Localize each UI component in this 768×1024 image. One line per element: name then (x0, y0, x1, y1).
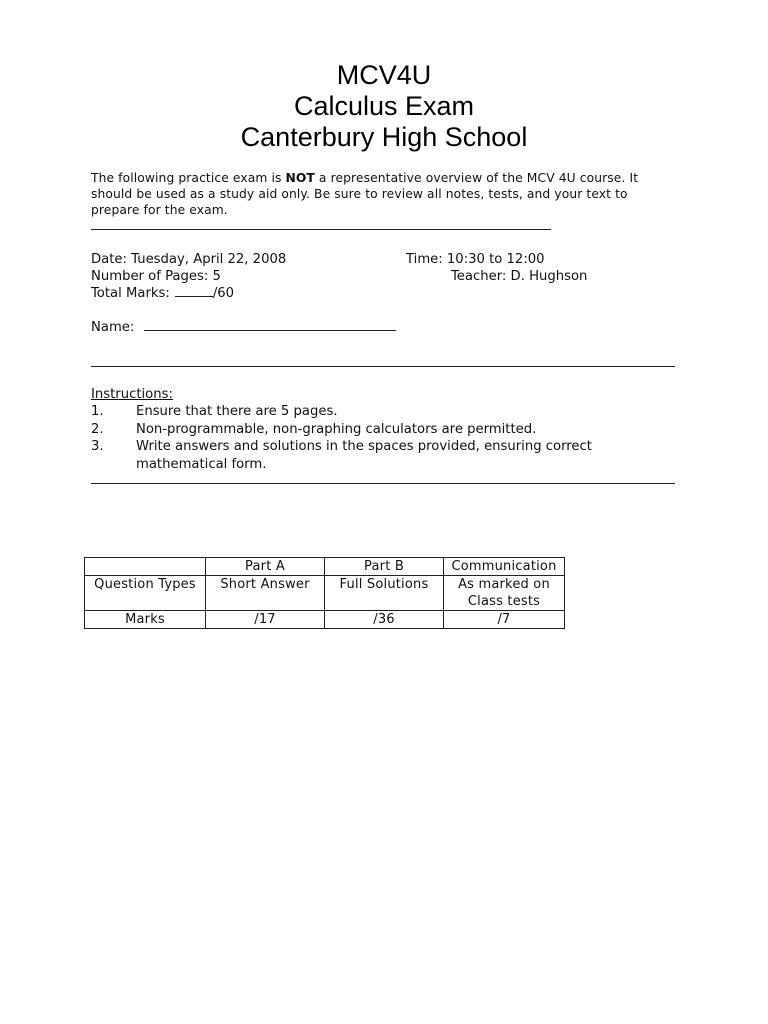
name-label: Name: (91, 320, 135, 335)
table-header-cell: Part B (325, 558, 444, 576)
table-header-cell (85, 558, 206, 576)
total-marks-blank[interactable] (175, 285, 213, 297)
instruction-text: Ensure that there are 5 pages. (136, 404, 338, 419)
total-marks-value: /60 (212, 286, 235, 301)
total-marks-label: Total Marks: (91, 286, 170, 301)
intro-text-start: The following practice exam is (91, 171, 286, 185)
marks-summary-table (84, 557, 565, 629)
instruction-item (91, 421, 651, 439)
intro-paragraph (91, 170, 666, 218)
exam-name: Calculus Exam (293, 91, 475, 121)
table-header-cell: Communication (444, 558, 565, 576)
instructions-heading: Instructions: (91, 387, 173, 402)
instruction-item (91, 403, 651, 421)
table-cell: /17 (206, 611, 325, 629)
table-cell: /36 (325, 611, 444, 629)
divider-full-top (91, 366, 675, 367)
instructions-list (91, 403, 651, 473)
divider-short (91, 229, 551, 230)
table-row (85, 611, 565, 629)
table-header-cell: Part A (206, 558, 325, 576)
instruction-text: Write answers and solutions in the spaces provided, ensuring correct mathematical form. (136, 439, 592, 472)
table-header-row (85, 558, 565, 576)
instruction-number: 3. (91, 439, 104, 454)
instruction-number: 1. (91, 404, 104, 419)
instruction-item (91, 438, 651, 473)
exam-title-block (0, 60, 768, 153)
total-marks (91, 285, 234, 302)
table-cell: As marked on Class tests (444, 576, 565, 611)
course-code: MCV4U (336, 60, 432, 90)
teacher-name: Teacher: D. Hughson (451, 269, 588, 284)
table-cell: Short Answer (206, 576, 325, 611)
school-name: Canterbury High School (240, 122, 528, 152)
divider-full-bottom (91, 483, 675, 484)
table-cell: Full Solutions (325, 576, 444, 611)
table-row (85, 576, 565, 611)
intro-bold-not: NOT (285, 171, 315, 185)
table-cell: Marks (85, 611, 206, 629)
intro-text-end: a representative overview of the MCV 4U course. It should be used as a study aid only. Be sure to review all notes, tests, and your text to prepare for the exam. (91, 171, 639, 217)
exam-time: Time: 10:30 to 12:00 (406, 252, 545, 267)
instruction-number: 2. (91, 421, 104, 437)
name-field-row (91, 318, 396, 336)
table-cell: /7 (444, 611, 565, 629)
table-cell: Question Types (85, 576, 206, 611)
name-blank-line[interactable] (144, 318, 396, 331)
instruction-text: Non-programmable, non-graphing calculators are permitted. (136, 421, 537, 437)
exam-date: Date: Tuesday, April 22, 2008 (91, 252, 287, 267)
page-count: Number of Pages: 5 (91, 269, 221, 284)
